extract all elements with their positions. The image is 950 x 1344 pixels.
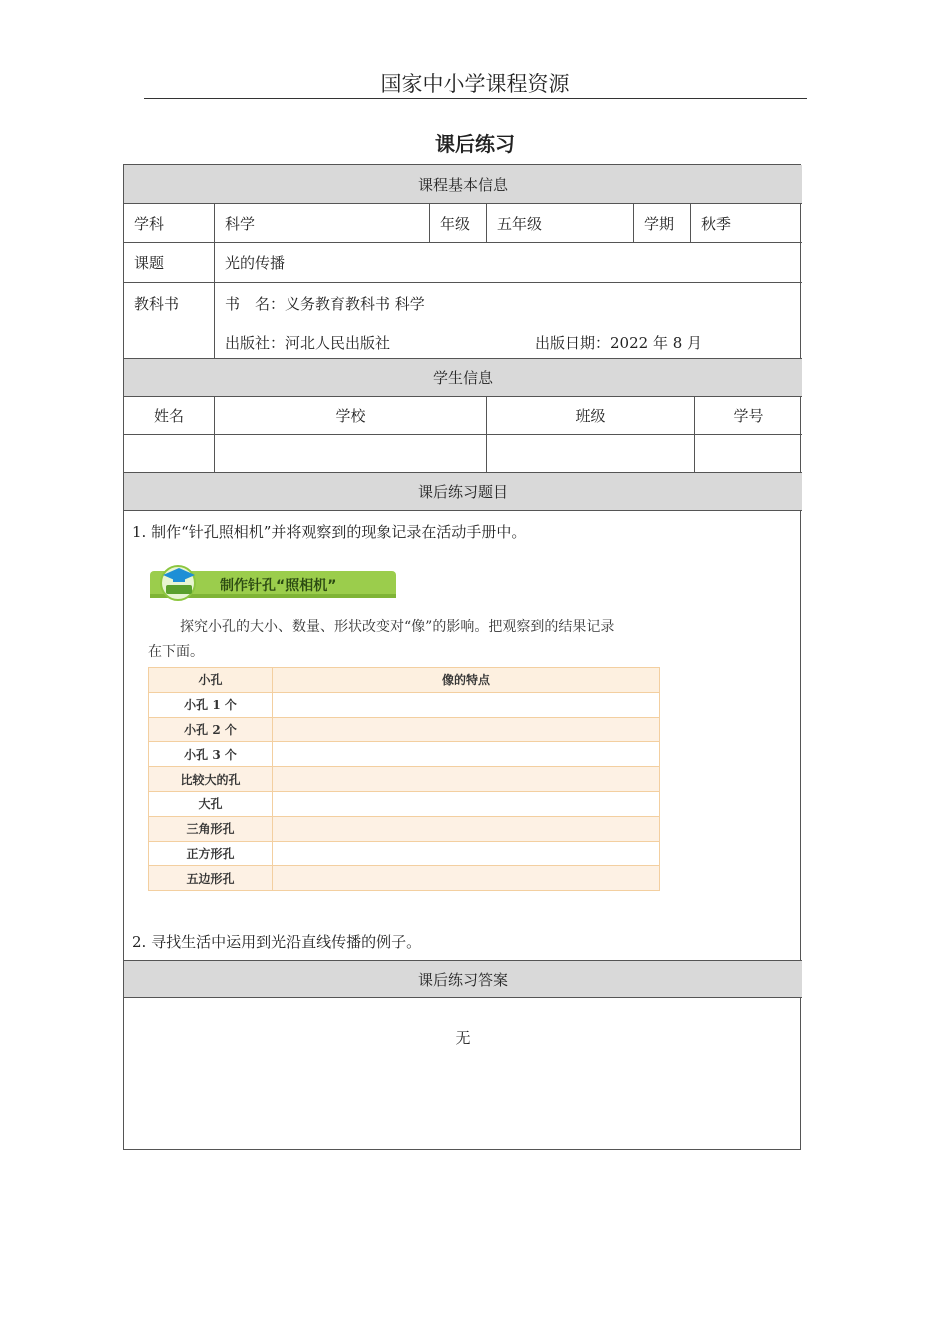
- student-columns-row: [124, 397, 802, 435]
- topic-label: 课题: [134, 254, 165, 272]
- answers-title: 课后练习答案: [417, 970, 508, 989]
- student-info-header: [124, 358, 802, 397]
- term-label: 学期: [633, 204, 690, 242]
- table-row: [149, 841, 660, 866]
- name-column: 姓名: [153, 407, 184, 425]
- cap-base: [173, 575, 185, 582]
- textbook-details: [214, 283, 802, 358]
- table-row: [149, 816, 660, 841]
- question-2: 2. 寻找生活中运用到光沿直线传播的例子。: [132, 933, 422, 951]
- pinhole-observation-table: [148, 667, 660, 891]
- course-info-title: 课程基本信息: [417, 175, 508, 194]
- feature-cell[interactable]: [273, 816, 660, 841]
- table-row: [149, 692, 660, 717]
- course-info-header: [124, 165, 802, 204]
- feature-cell[interactable]: [273, 841, 660, 866]
- textbook-label: 教科书: [134, 295, 180, 313]
- topic-value: 光的传播: [214, 243, 802, 282]
- feature-cell[interactable]: [273, 767, 660, 792]
- feature-cell[interactable]: [273, 791, 660, 816]
- name-input-cell[interactable]: [124, 435, 214, 472]
- student-info-title: 学生信息: [432, 369, 493, 387]
- header-rule: [144, 98, 807, 99]
- table-row: [149, 791, 660, 816]
- feature-cell[interactable]: [273, 692, 660, 717]
- worksheet-table: [123, 164, 801, 1150]
- student-blank-row: [124, 435, 802, 473]
- hole-label: 五边形孔: [149, 866, 273, 891]
- intro-line-1: 探究小孔的大小、数量、形状改变对“像”的影响。把观察到的结果记录: [180, 619, 615, 635]
- hole-label: 小孔 2 个: [149, 717, 273, 742]
- hole-label: 小孔 3 个: [149, 742, 273, 767]
- intro-line-2: 在下面。: [148, 644, 204, 660]
- book-name: 书 名：义务教育教科书 科学: [225, 295, 425, 313]
- activity-banner: [148, 563, 398, 607]
- answers-header: [124, 960, 802, 998]
- textbook-row: [124, 283, 802, 358]
- term-value: 秋季: [690, 204, 802, 242]
- school-column: 学校: [214, 397, 486, 434]
- publisher: 出版社：河北人民出版社: [225, 334, 391, 352]
- school-input-cell[interactable]: [214, 435, 486, 472]
- hole-column-header: 小孔: [149, 668, 273, 693]
- grade-label: 年级: [429, 204, 486, 242]
- feature-cell[interactable]: [273, 866, 660, 891]
- table-row: [149, 767, 660, 792]
- class-column: 班级: [486, 397, 694, 434]
- topic-row: [124, 243, 802, 283]
- answer-content: 无: [455, 1029, 471, 1047]
- table-row: [149, 742, 660, 767]
- question-1: 1. 制作“针孔照相机”并将观察到的现象记录在活动手册中。: [132, 523, 527, 541]
- class-input-cell[interactable]: [486, 435, 694, 472]
- grade-value: 五年级: [486, 204, 633, 242]
- student-id-column: 学号: [694, 397, 802, 434]
- activity-intro: [148, 615, 668, 665]
- banner-title: 制作针孔“照相机”: [220, 578, 337, 594]
- feature-cell[interactable]: [273, 742, 660, 767]
- table-row: [149, 717, 660, 742]
- feature-cell[interactable]: [273, 717, 660, 742]
- subject-value: 科学: [214, 204, 429, 242]
- image-feature-column-header: 像的特点: [273, 668, 660, 693]
- table-row: [149, 866, 660, 891]
- book-stack-icon: [166, 585, 192, 594]
- hole-label: 正方形孔: [149, 841, 273, 866]
- observation-table-header: [149, 668, 660, 693]
- student-id-input-cell[interactable]: [694, 435, 802, 472]
- subject-row: [124, 204, 802, 243]
- hole-label: 小孔 1 个: [149, 692, 273, 717]
- exercises-header: [124, 473, 802, 511]
- publish-date: 出版日期：2022 年 8 月: [535, 334, 703, 352]
- exercises-title: 课后练习题目: [417, 483, 508, 501]
- subject-label: 学科: [134, 214, 165, 233]
- hole-label: 三角形孔: [149, 816, 273, 841]
- page-title: 课后练习: [435, 132, 515, 156]
- hole-label: 比较大的孔: [149, 767, 273, 792]
- hole-label: 大孔: [149, 791, 273, 816]
- header-title: 国家中小学课程资源: [380, 72, 570, 96]
